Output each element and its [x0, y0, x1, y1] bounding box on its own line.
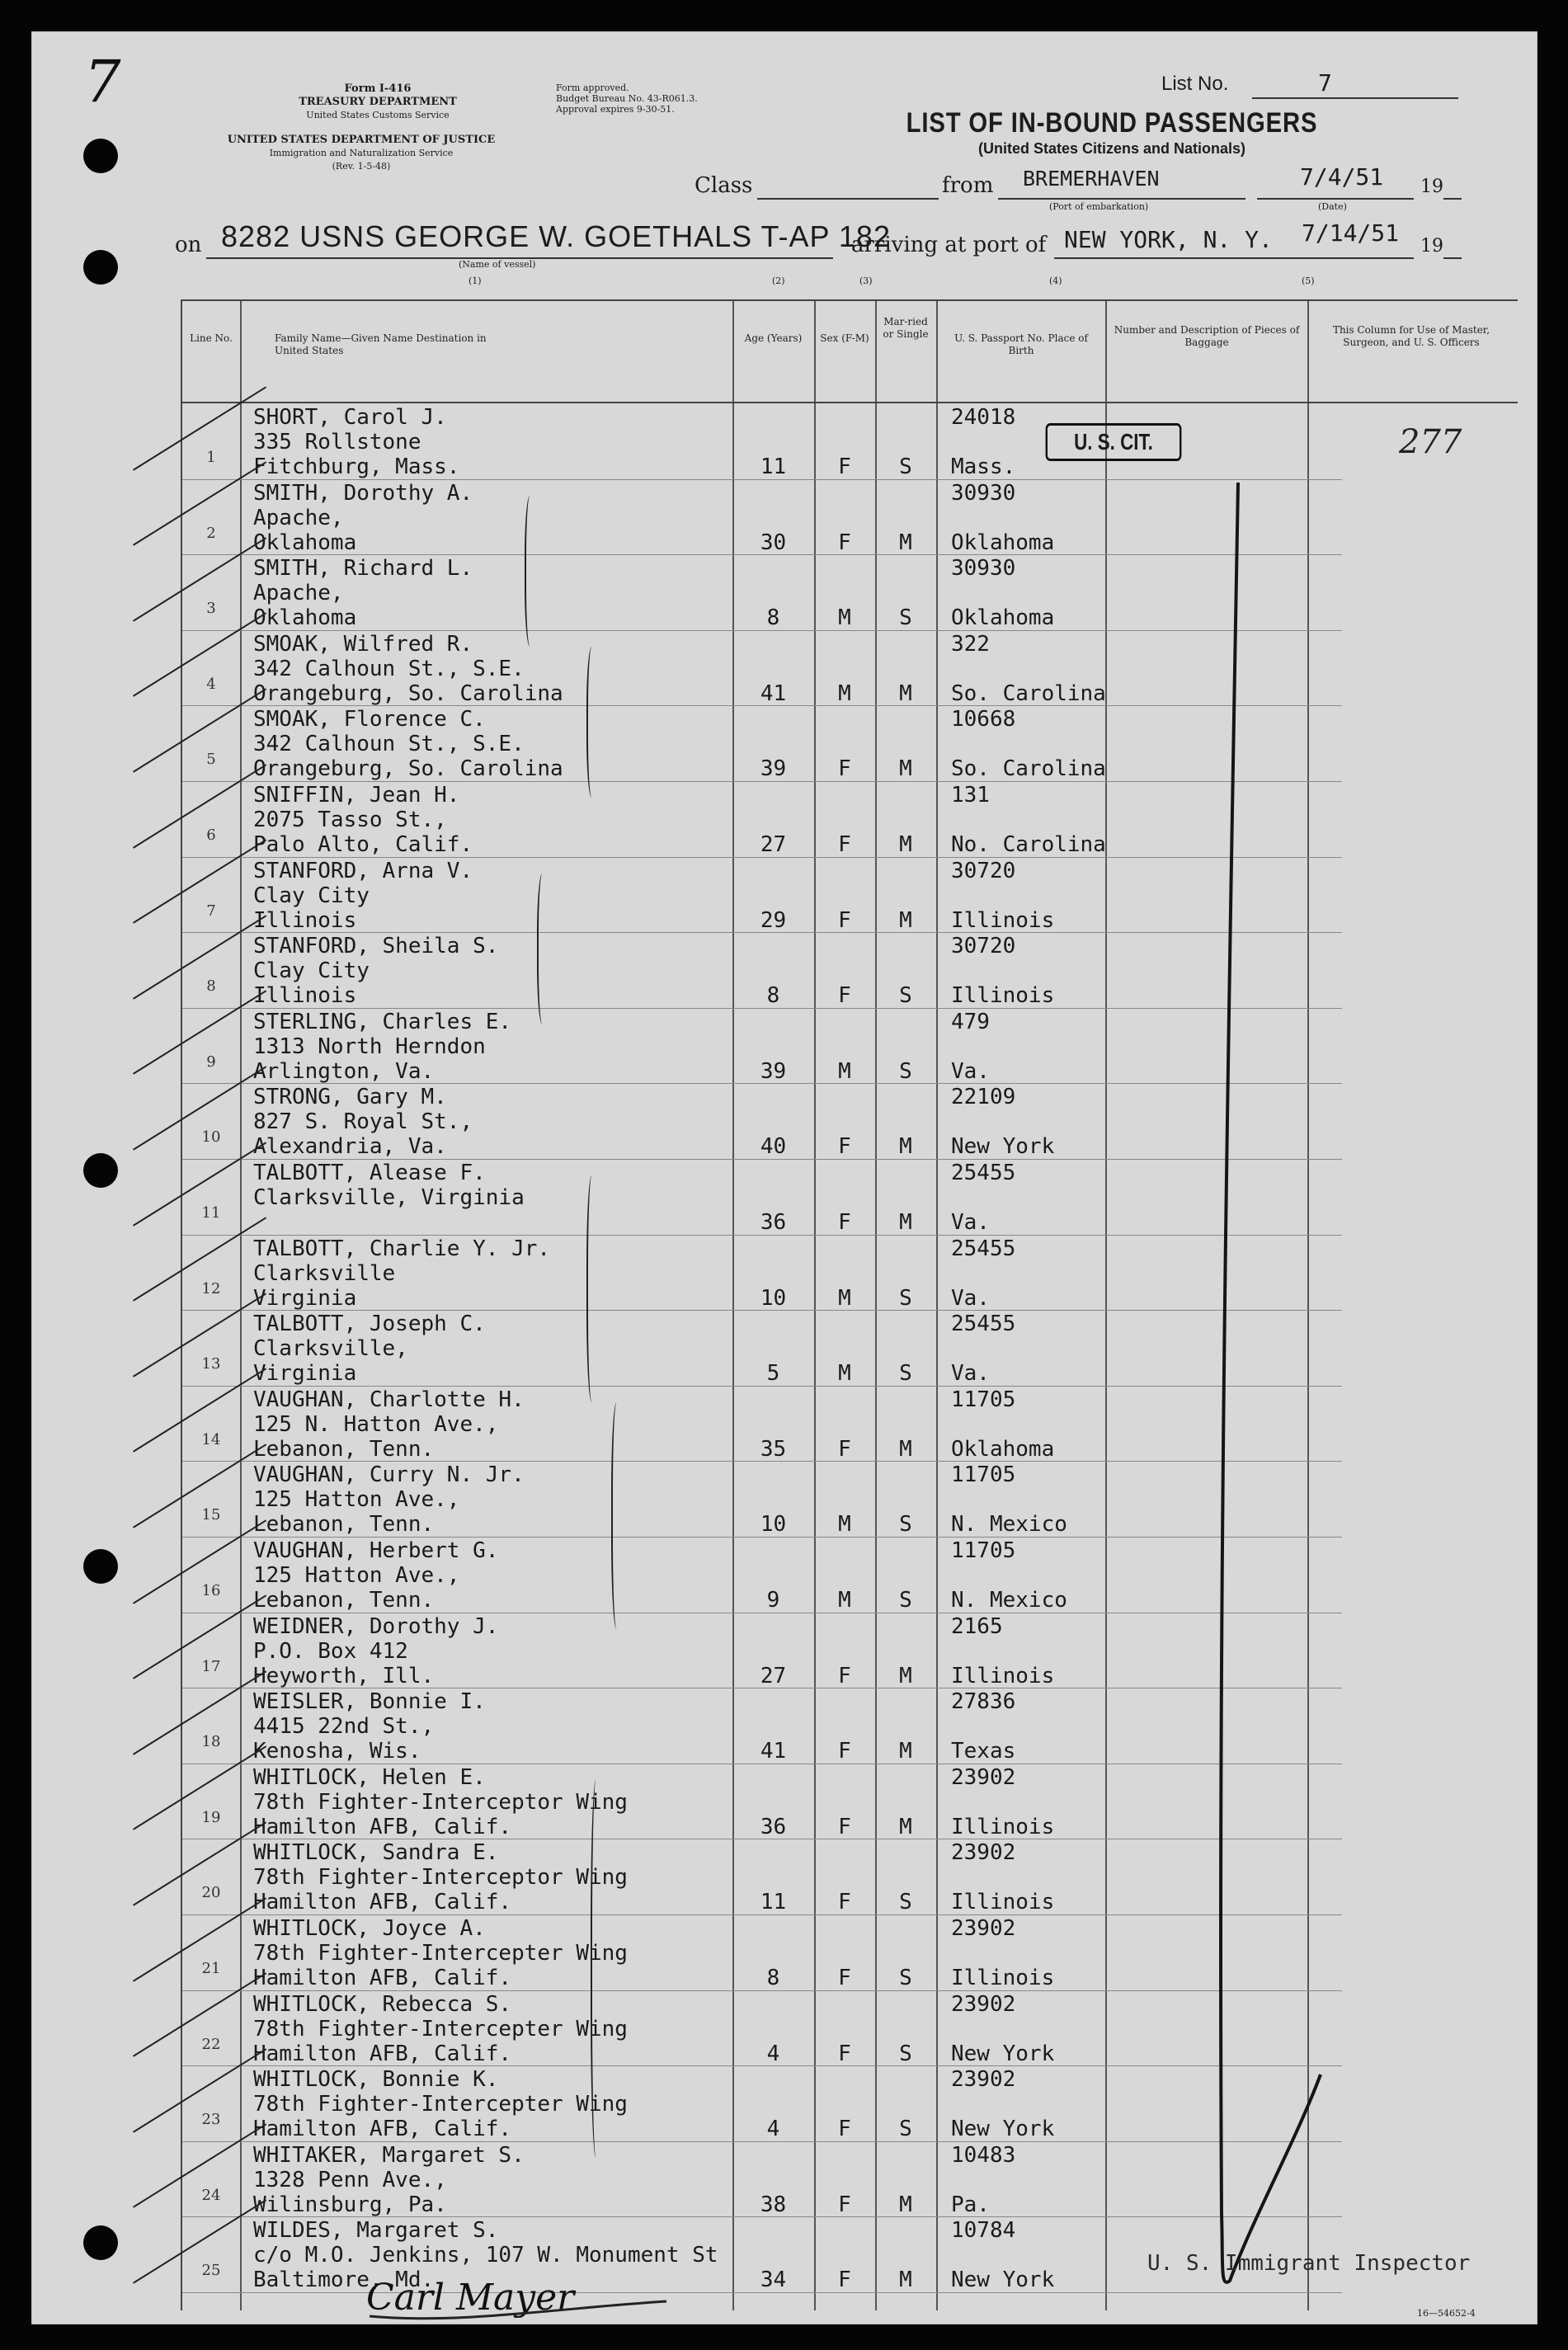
place-of-birth: New York [951, 2117, 1055, 2142]
place-of-birth: So. Carolina [951, 756, 1106, 782]
marital-status: S [899, 1285, 912, 1311]
passenger-name: WEIDNER, Dorothy J. [253, 1613, 499, 1639]
passenger-name: TALBOTT, Charlie Y. Jr. [253, 1236, 551, 1261]
passport-number: 30720 [951, 934, 1016, 959]
address-line-1: 78th Fighter-Intercepter Wing [253, 1941, 628, 1966]
sex: F [838, 832, 851, 857]
place-of-birth: So. Carolina [951, 681, 1106, 706]
header-married: Mar-ried or Single [883, 316, 929, 340]
place-of-birth: Illinois [951, 1814, 1055, 1839]
passport-number: 30930 [951, 556, 1016, 582]
address-line-2: Oklahoma [253, 605, 357, 631]
passenger-name: SMOAK, Wilfred R. [253, 631, 473, 657]
passport-number: 2165 [951, 1613, 1003, 1639]
address-line-1: 2075 Tasso St., [253, 808, 447, 832]
passport-number: 23902 [951, 2067, 1016, 2093]
revision-label: (Rev. 1-5-48) [332, 161, 391, 172]
marital-status: M [899, 1663, 912, 1688]
age: 4 [766, 2117, 780, 2142]
passenger-name: TALBOTT, Alease F. [253, 1161, 486, 1185]
passenger-name: STANFORD, Sheila S. [253, 934, 499, 959]
place-of-birth: Va. [951, 1361, 990, 1387]
passport-number: 11705 [951, 1387, 1016, 1412]
col-number-3: (3) [859, 276, 873, 286]
address-line-1: Apache, [253, 505, 344, 530]
expires-line: Approval expires 9-30-51. [556, 104, 675, 115]
list-no-label: List No. [1161, 73, 1229, 95]
place-of-birth: Va. [951, 1210, 990, 1235]
form-number: Form I-416 [344, 82, 412, 95]
sex: M [838, 1058, 851, 1084]
address-line-1: Apache, [253, 581, 344, 606]
class-label: Class [695, 173, 753, 198]
sex: F [838, 1966, 851, 1990]
place-of-birth: New York [951, 1134, 1055, 1160]
passport-number: 10483 [951, 2142, 1016, 2168]
passenger-table [181, 299, 1518, 2310]
marital-status: M [899, 530, 912, 555]
sex: F [838, 454, 851, 479]
sex: F [838, 1134, 851, 1160]
marital-status: M [899, 1210, 912, 1235]
address-line-1: 125 N. Hatton Ave., [253, 1411, 499, 1437]
list-no-underline [1252, 97, 1458, 99]
place-of-birth: Va. [951, 1058, 990, 1084]
marital-status: S [899, 2041, 912, 2066]
address-line-1: 78th Fighter-Intercepter Wing [253, 2016, 628, 2042]
marital-status: M [899, 1134, 912, 1160]
sex: M [838, 1361, 851, 1387]
place-of-birth: Texas [951, 1739, 1016, 1764]
binder-hole [83, 2225, 118, 2260]
sex: M [838, 681, 851, 706]
justice-block [163, 134, 559, 173]
line-number: 17 [201, 1657, 221, 1675]
page-title: LIST OF IN-BOUND PASSENGERS [906, 107, 1318, 139]
form-header-block [221, 82, 534, 122]
place-of-birth: Illinois [951, 1966, 1055, 1990]
header-line-no: Line No. [190, 332, 233, 344]
customs-label: United States Customs Service [306, 110, 450, 120]
address-line-2: Kenosha, Wis. [253, 1739, 421, 1764]
col-number-2: (2) [772, 276, 785, 286]
place-of-birth: Mass. [951, 454, 1016, 479]
address-line-1: c/o M.O. Jenkins, 107 W. Monument St [253, 2243, 718, 2268]
place-of-birth: Oklahoma [951, 1436, 1055, 1462]
address-line-2: Alexandria, Va. [253, 1134, 447, 1160]
marital-status: M [899, 1436, 912, 1462]
binder-hole [83, 250, 118, 285]
address-line-2: Hamilton AFB, Calif. [253, 1966, 512, 1990]
age: 4 [766, 2041, 780, 2066]
line-number: 16 [201, 1582, 221, 1599]
line-number: 4 [206, 675, 216, 693]
marital-status: S [899, 1966, 912, 1990]
embark-caption: (Port of embarkation) [1049, 201, 1149, 212]
address-line-2: Orangeburg, So. Carolina [253, 756, 563, 782]
sex: F [838, 983, 851, 1009]
address-line-1: 342 Calhoun St., S.E. [253, 732, 525, 757]
age: 11 [760, 1890, 787, 1915]
address-line-1: 335 Rollstone [253, 430, 421, 454]
family-bracket [611, 1402, 624, 1629]
passport-number: 10668 [951, 707, 1016, 732]
passport-number: 23902 [951, 1991, 1016, 2017]
pen-stroke [1139, 466, 1354, 2330]
address-line-2: Arlington, Va. [253, 1058, 435, 1084]
address-line-2: Hamilton AFB, Calif. [253, 1814, 512, 1839]
passenger-name: WHITAKER, Margaret S. [253, 2142, 525, 2168]
passenger-name: STERLING, Charles E. [253, 1009, 512, 1034]
family-bracket [586, 647, 600, 798]
passenger-name: STRONG, Gary M. [253, 1085, 447, 1110]
age: 41 [760, 681, 787, 706]
passenger-name: VAUGHAN, Herbert G. [253, 1538, 499, 1563]
signature: Carl Mayer [366, 2277, 575, 2319]
line-number: 2 [206, 524, 216, 542]
sex: F [838, 2192, 851, 2217]
from-label: from [942, 173, 994, 198]
marital-status: M [899, 756, 912, 782]
embarkation-date: 7/4/51 [1300, 163, 1384, 191]
justice-label: UNITED STATES DEPARTMENT OF JUSTICE [227, 134, 496, 146]
age: 29 [760, 907, 787, 933]
age: 27 [760, 832, 787, 857]
passport-number: 27836 [951, 1689, 1016, 1715]
passport-number: 23902 [951, 1840, 1016, 1866]
address-line-2: Lebanon, Tenn. [253, 1512, 435, 1538]
passenger-name: VAUGHAN, Curry N. Jr. [253, 1462, 525, 1488]
address-line-2: Illinois [253, 983, 357, 1009]
line-number: 3 [206, 600, 216, 618]
sex: F [838, 1210, 851, 1235]
binder-hole [83, 139, 118, 173]
age: 9 [766, 1588, 780, 1613]
line-number: 12 [201, 1279, 221, 1297]
on-label: on [175, 233, 202, 257]
place-of-birth: Illinois [951, 907, 1055, 933]
address-line-1: 125 Hatton Ave., [253, 1563, 460, 1588]
address-line-1: 78th Fighter-Intercepter Wing [253, 2092, 628, 2117]
line-number: 1 [206, 449, 216, 466]
passenger-name: WEISLER, Bonnie I. [253, 1689, 486, 1715]
list-no-value: 7 [1318, 69, 1332, 97]
address-line-2: Oklahoma [253, 530, 357, 555]
sex: F [838, 2268, 851, 2293]
passport-number: 23902 [951, 1764, 1016, 1790]
age: 8 [766, 605, 780, 631]
sex: F [838, 756, 851, 782]
marital-status: S [899, 2117, 912, 2142]
age: 36 [760, 1814, 787, 1839]
address-line-1: Clay City [253, 958, 370, 984]
binder-hole [83, 1549, 118, 1584]
sex: F [838, 2117, 851, 2142]
marital-status: M [899, 1739, 912, 1764]
ins-label: Immigration and Naturalization Service [269, 148, 454, 158]
sex: F [838, 2041, 851, 2066]
address-line-1: 78th Fighter-Interceptor Wing [253, 1789, 628, 1815]
marital-status: M [899, 832, 912, 857]
arrival-port: NEW YORK, N. Y. [1064, 226, 1273, 253]
age: 41 [760, 1739, 787, 1764]
place-of-birth: Illinois [951, 1890, 1055, 1915]
place-of-birth: New York [951, 2268, 1055, 2293]
page-subtitle: (United States Citizens and Nationals) [977, 140, 1246, 157]
col-number-4: (4) [1049, 276, 1062, 286]
marital-status: M [899, 681, 912, 706]
address-line-2: Virginia [253, 1361, 357, 1387]
line-number: 19 [201, 1808, 221, 1826]
place-of-birth: Va. [951, 1285, 990, 1311]
sex: M [838, 605, 851, 631]
age: 39 [760, 1058, 787, 1084]
family-bracket [537, 874, 550, 1024]
address-line-2: Baltimore, Md. [253, 2268, 435, 2293]
header-name: Family Name—Given Name Destination in United States [275, 332, 487, 356]
age: 30 [760, 530, 787, 555]
passenger-name: SMOAK, Florence C. [253, 707, 486, 732]
place-of-birth: Pa. [951, 2192, 990, 2217]
passenger-name: WHITLOCK, Helen E. [253, 1764, 486, 1790]
marital-status: M [899, 2268, 912, 2293]
approval-line: Form approved. [556, 82, 629, 93]
passport-number: 10784 [951, 2218, 1016, 2244]
marital-status: S [899, 1890, 912, 1915]
sex: F [838, 1436, 851, 1462]
binder-hole [83, 1153, 118, 1188]
passport-number: 25455 [951, 1312, 1016, 1337]
sex: M [838, 1285, 851, 1311]
place-of-birth: No. Carolina [951, 832, 1106, 857]
age: 39 [760, 756, 787, 782]
arrival-date: 7/14/51 [1302, 219, 1400, 247]
passenger-name: SNIFFIN, Jean H. [253, 783, 460, 808]
us-citizen-stamp: U. S. CIT. [1046, 423, 1182, 461]
address-line-1: Clay City [253, 883, 370, 908]
age: 40 [760, 1134, 787, 1160]
sex: F [838, 530, 851, 555]
header-baggage: Number and Description of Pieces of Baggage [1114, 324, 1300, 348]
signature-flourish [361, 2283, 675, 2333]
address-line-1: 1313 North Herndon [253, 1034, 486, 1059]
line-number: 21 [201, 1960, 221, 1977]
address-line-1: Clarksville, Virginia [253, 1185, 525, 1210]
address-line-2: Fitchburg, Mass. [253, 454, 460, 479]
address-line-2: Illinois [253, 907, 357, 933]
marital-status: S [899, 1361, 912, 1387]
address-line-2: Hamilton AFB, Calif. [253, 1890, 512, 1915]
arrival-underline [1054, 257, 1414, 259]
passport-number: 30930 [951, 480, 1016, 506]
passenger-name: WHITLOCK, Sandra E. [253, 1840, 499, 1866]
sex: F [838, 1890, 851, 1915]
line-number: 20 [201, 1884, 221, 1902]
family-bracket [525, 496, 538, 647]
passport-number: 322 [951, 631, 990, 657]
passenger-name: WHITLOCK, Bonnie K. [253, 2067, 499, 2093]
marital-status: S [899, 1512, 912, 1538]
vessel-caption: (Name of vessel) [459, 259, 536, 270]
place-of-birth: N. Mexico [951, 1588, 1067, 1613]
family-bracket [586, 1175, 600, 1402]
vessel-name: 8282 USNS GEORGE W. GOETHALS T-AP 182 [221, 219, 891, 253]
year-underline [1443, 198, 1462, 200]
sex: F [838, 1814, 851, 1839]
sex: F [838, 1663, 851, 1688]
passenger-name: TALBOTT, Joseph C. [253, 1312, 486, 1337]
sex: F [838, 1739, 851, 1764]
header-passport: U. S. Passport No. Place of Birth [954, 332, 1088, 356]
arrival-year-label: 19 [1420, 236, 1443, 257]
passport-number: 479 [951, 1009, 990, 1034]
budget-line: Budget Bureau No. 43-R061.3. [556, 93, 698, 104]
marital-status: S [899, 1058, 912, 1084]
inspector-label: U. S. Immigrant Inspector [1147, 2251, 1471, 2276]
marital-status: M [899, 907, 912, 933]
header-officers: This Column for Use of Master, Surgeon, and U. S. Officers [1332, 324, 1490, 348]
passport-number: 11705 [951, 1462, 1016, 1488]
passport-number: 25455 [951, 1236, 1016, 1261]
line-number: 6 [206, 827, 216, 844]
marital-status: M [899, 2192, 912, 2217]
line-number: 24 [201, 2186, 221, 2204]
passenger-name: VAUGHAN, Charlotte H. [253, 1387, 525, 1412]
line-number: 13 [201, 1355, 221, 1373]
manifest-sheet [31, 31, 1537, 2324]
age: 38 [760, 2192, 787, 2217]
age: 35 [760, 1436, 787, 1462]
marital-status: S [899, 1588, 912, 1613]
treasury-label: TREASURY DEPARTMENT [299, 96, 457, 108]
address-line-2: Lebanon, Tenn. [253, 1588, 435, 1613]
line-number: 23 [201, 2111, 221, 2129]
line-number: 9 [206, 1053, 216, 1071]
address-line-2: Wilinsburg, Pa. [253, 2192, 447, 2217]
passenger-name: SHORT, Carol J. [253, 405, 447, 430]
address-line-2: Palo Alto, Calif. [253, 832, 473, 857]
year-label: 19 [1420, 177, 1443, 197]
address-line-1: P.O. Box 412 [253, 1638, 408, 1664]
passenger-name: WILDES, Margaret S. [253, 2218, 499, 2244]
line-number: 22 [201, 2035, 221, 2053]
line-number: 15 [201, 1506, 221, 1524]
place-of-birth: Oklahoma [951, 605, 1055, 631]
arriving-label: arriving at port of [851, 233, 1047, 257]
line-number: 8 [206, 977, 216, 996]
address-line-2: Hamilton AFB, Calif. [253, 2041, 512, 2066]
sex: M [838, 1512, 851, 1538]
date-caption: (Date) [1318, 201, 1347, 212]
address-line-1: Clarksville, [253, 1336, 408, 1362]
place-of-birth: Illinois [951, 983, 1055, 1009]
officer-note: 277 [1399, 423, 1462, 461]
date-underline [1257, 198, 1414, 200]
age: 34 [760, 2268, 787, 2293]
col-number-5: (5) [1302, 276, 1315, 286]
marital-status: S [899, 454, 912, 479]
address-line-2: Lebanon, Tenn. [253, 1436, 435, 1462]
address-line-1: 4415 22nd St., [253, 1714, 435, 1740]
place-of-birth: N. Mexico [951, 1512, 1067, 1538]
passenger-name: WHITLOCK, Joyce A. [253, 1916, 486, 1941]
address-line-1: 342 Calhoun St., S.E. [253, 656, 525, 681]
sex: F [838, 907, 851, 933]
family-bracket [591, 1780, 604, 2158]
passenger-name: SMITH, Dorothy A. [253, 480, 473, 506]
arrival-year-underline [1443, 257, 1462, 259]
address-line-2: Virginia [253, 1285, 357, 1311]
address-line-2: Hamilton AFB, Calif. [253, 2117, 512, 2142]
address-line-1: 125 Hatton Ave., [253, 1487, 460, 1513]
marital-status: S [899, 983, 912, 1009]
embarkation-port: BREMERHAVEN [1023, 167, 1160, 191]
place-of-birth: Oklahoma [951, 530, 1055, 555]
age: 10 [760, 1512, 787, 1538]
place-of-birth: New York [951, 2041, 1055, 2066]
address-line-2: Orangeburg, So. Carolina [253, 681, 563, 706]
header-sex: Sex (F-M) [820, 332, 869, 344]
passport-number: 23902 [951, 1916, 1016, 1941]
passport-number: 25455 [951, 1161, 1016, 1185]
passenger-name: SMITH, Richard L. [253, 556, 473, 582]
age: 8 [766, 983, 780, 1009]
passenger-name: STANFORD, Arna V. [253, 858, 473, 883]
passport-number: 24018 [951, 405, 1016, 430]
address-line-1: 1328 Penn Ave., [253, 2167, 447, 2192]
sex: M [838, 1588, 851, 1613]
class-underline [757, 198, 939, 200]
address-line-2: Heyworth, Ill. [253, 1663, 435, 1688]
address-line-1: 827 S. Royal St., [253, 1109, 473, 1135]
age: 11 [760, 454, 787, 479]
age: 5 [766, 1361, 780, 1387]
passport-number: 11705 [951, 1538, 1016, 1563]
line-number: 25 [201, 2262, 221, 2280]
embark-underline [998, 198, 1245, 200]
age: 27 [760, 1663, 787, 1688]
approval-block [556, 82, 770, 115]
line-number: 11 [201, 1204, 221, 1222]
age: 8 [766, 1966, 780, 1990]
passport-number: 30720 [951, 858, 1016, 883]
passenger-name: WHITLOCK, Rebecca S. [253, 1991, 512, 2017]
line-number: 5 [206, 751, 216, 769]
header-age: Age (Years) [744, 332, 803, 344]
passport-number: 131 [951, 783, 990, 808]
col-number-1: (1) [469, 276, 482, 286]
address-line-1: 78th Fighter-Interceptor Wing [253, 1865, 628, 1891]
age: 10 [760, 1285, 787, 1311]
print-code: 16—54652-4 [1417, 2308, 1476, 2319]
address-line-1: Clarksville [253, 1260, 396, 1286]
marital-status: S [899, 605, 912, 631]
line-number: 18 [201, 1733, 221, 1751]
margin-mark: 7 [84, 48, 121, 115]
age: 36 [760, 1210, 787, 1235]
marital-status: M [899, 1814, 912, 1839]
line-number: 14 [201, 1430, 221, 1448]
line-number: 7 [206, 902, 216, 920]
passport-number: 22109 [951, 1085, 1016, 1110]
line-number: 10 [201, 1128, 221, 1147]
place-of-birth: Illinois [951, 1663, 1055, 1688]
